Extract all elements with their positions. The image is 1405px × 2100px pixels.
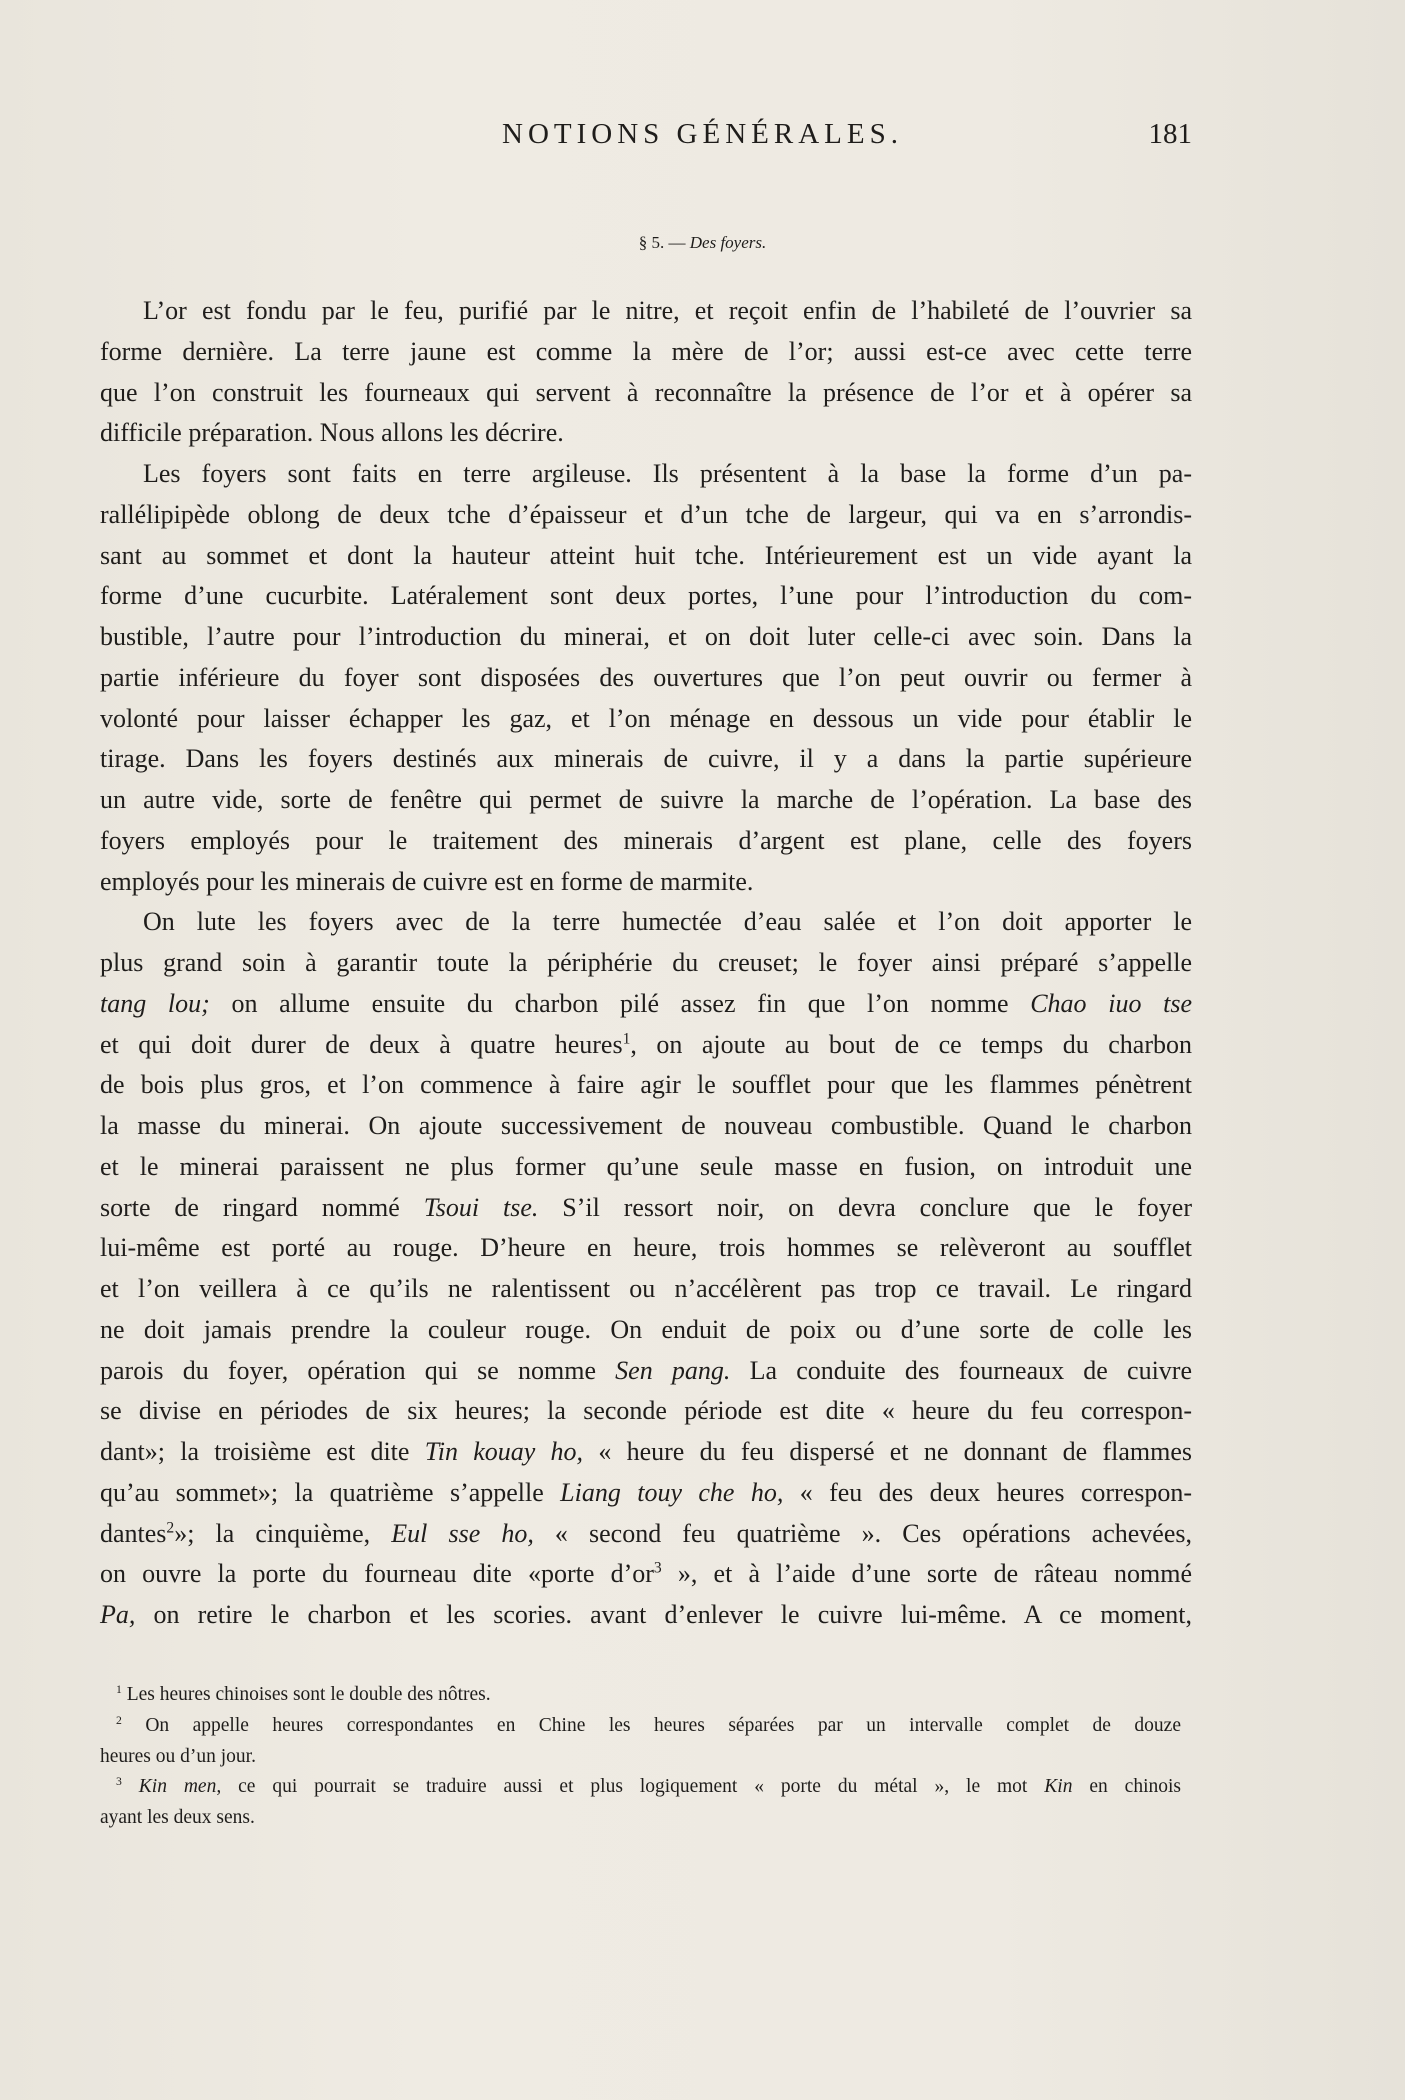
body-line xyxy=(100,658,1192,698)
text-run: un autre vide, sorte de fenêtre qui permet de suivre la marche de l’opération. La base des xyxy=(100,785,1192,814)
body-line xyxy=(100,1106,1192,1146)
text-run: dantes xyxy=(100,1518,167,1548)
body-line xyxy=(143,454,1192,494)
text-run: se divise en périodes de six heures; la seconde période est dite « heure du feu correspon- xyxy=(100,1396,1192,1426)
body-line xyxy=(100,699,1192,739)
text-run: on retire le charbon et les scories. avant d’enlever le cuivre lui-même. A ce moment, xyxy=(135,1600,1192,1629)
text-run: qu’au sommet»; la quatrième s’appelle xyxy=(100,1477,561,1507)
body-line xyxy=(100,332,1192,372)
body-line xyxy=(100,373,1192,413)
text-run: On lute les foyers avec de la terre humectée d’eau salée et l’on doit apporter le xyxy=(143,907,1192,937)
text-run: S’il ressort noir, on devra conclure que le foyer xyxy=(538,1192,1192,1222)
section-number: § 5. — xyxy=(638,233,686,252)
footnote-line xyxy=(116,1771,1181,1802)
text-run: forme dernière. La terre jaune est comme la mère de l’or; aussi est-ce avec cette terre xyxy=(100,336,1192,366)
text-run: L’or est fondu par le feu, purifié par le nitre, et reçoit enfin de l’habileté de l’ouvrier sa xyxy=(143,296,1192,325)
section-title: Des foyers. xyxy=(689,233,767,252)
footnote-line xyxy=(116,1710,1181,1741)
body-line xyxy=(100,413,1192,453)
italic-term: Pa, xyxy=(100,1600,136,1629)
section-heading xyxy=(0,233,1405,253)
italic-term: Kin men, xyxy=(138,1776,222,1798)
text-run: bustible, l’autre pour l’introduction du minerai, et on doit luter celle-ci avec soin. Dans la xyxy=(100,622,1192,651)
text-run: « heure du feu dispersé et ne donnant de flammes xyxy=(583,1437,1192,1466)
body-line xyxy=(100,1065,1192,1105)
italic-term: Sen pang. xyxy=(615,1355,731,1385)
text-run: et l’on veillera à ce qu’ils ne ralentissent ou n’accélèrent pas trop ce travail. Le ringard xyxy=(100,1274,1192,1303)
italic-term: Liang touy che ho, xyxy=(560,1477,784,1507)
body-line xyxy=(100,780,1192,820)
italic-term: Kin xyxy=(1044,1776,1073,1798)
footnote-line xyxy=(100,1741,1181,1772)
body-line xyxy=(100,1025,1192,1065)
text-run: »; la cinquième, xyxy=(174,1518,392,1548)
italic-term: Tin kouay ho, xyxy=(424,1437,584,1466)
text-run: et le minerai paraissent ne plus former qu’une seule masse en fusion, on introduit une xyxy=(100,1151,1192,1181)
footnote-line xyxy=(116,1679,1181,1710)
text-run: en chinois xyxy=(1072,1776,1182,1798)
text-run: forme d’une cucurbite. Latéralement sont deux portes, l’une pour l’introduction du com- xyxy=(100,581,1192,611)
text-run: dant»; la troisième est dite xyxy=(100,1437,425,1466)
italic-term: Eul sse ho, xyxy=(391,1518,534,1548)
text-run: tirage. Dans les foyers destinés aux minerais de cuivre, il y a dans la partie supérieure xyxy=(100,744,1192,774)
italic-term: Tsoui tse. xyxy=(423,1192,539,1222)
body-line xyxy=(100,1188,1192,1228)
text-run: , on ajoute au bout de ce temps du charbon xyxy=(630,1029,1192,1059)
text-run: sant au sommet et dont la hauteur atteint huit tche. Intérieurement est un vide ayant la xyxy=(100,540,1192,570)
text-run: volonté pour laisser échapper les gaz, et l’on ménage en dessous un vide pour établir le xyxy=(100,703,1192,733)
text-run: lui-même est porté au rouge. D’heure en heure, trois hommes se relèveront au soufflet xyxy=(100,1233,1192,1263)
footnote-marker: 1 xyxy=(622,1030,631,1048)
body-line xyxy=(100,495,1192,535)
italic-term: tang lou; xyxy=(100,988,210,1018)
text-run: parois du foyer, opération qui se nomme xyxy=(100,1355,616,1385)
footnote-line xyxy=(100,1802,1181,1833)
text-run: », et à l’aide d’une sorte de râteau nommé xyxy=(661,1559,1192,1589)
italic-term: Chao iuo tse xyxy=(1030,988,1193,1018)
body-line xyxy=(100,1147,1192,1187)
text-run: on ouvre la porte du fourneau dite «porte d’or xyxy=(100,1559,654,1589)
text-run: et qui doit durer de deux à quatre heures xyxy=(100,1029,623,1059)
body-line xyxy=(100,1432,1192,1472)
footnote-marker: 3 xyxy=(653,1559,662,1577)
body-line xyxy=(100,1473,1192,1513)
body-line xyxy=(143,902,1192,942)
text-run: ce qui pourrait se traduire aussi et plus logiquement « porte du métal », le mot xyxy=(221,1776,1045,1798)
text-run: foyers employés pour le traitement des minerais d’argent est plane, celle des foyers xyxy=(100,825,1192,855)
body-line xyxy=(100,576,1192,616)
body-line xyxy=(100,1514,1192,1554)
body-line xyxy=(100,1310,1192,1350)
text-run: Les heures chinoises sont le double des nôtres. xyxy=(121,1684,491,1705)
text-run: partie inférieure du foyer sont disposées des ouvertures que l’on peut ouvrir ou fermer à xyxy=(100,662,1192,692)
text-run: on allume ensuite du charbon pilé assez fin que l’on nomme xyxy=(209,988,1031,1018)
body-line xyxy=(100,536,1192,576)
text-run xyxy=(122,1776,139,1797)
text-run: ne doit jamais prendre la couleur rouge. On enduit de poix ou d’une sorte de colle les xyxy=(100,1314,1192,1344)
body-line xyxy=(100,1391,1192,1431)
body-line xyxy=(100,617,1192,657)
page-number: 181 xyxy=(1148,118,1192,150)
body-line xyxy=(100,1269,1192,1309)
footnote-marker: 2 xyxy=(166,1519,175,1537)
footnote-marker: 1 xyxy=(116,1682,122,1696)
body-line xyxy=(100,943,1192,983)
body-line xyxy=(100,984,1192,1024)
text-run: « second feu quatrième ». Ces opérations achevées, xyxy=(533,1518,1192,1548)
body-line xyxy=(100,821,1192,861)
body-line xyxy=(143,291,1192,331)
body-line xyxy=(100,1595,1192,1635)
footnote-marker: 2 xyxy=(116,1713,122,1727)
text-run: sorte de ringard nommé xyxy=(100,1192,424,1222)
body-line xyxy=(100,862,1192,902)
running-title: NOTIONS GÉNÉRALES. xyxy=(502,118,903,150)
text-run: On appelle heures correspondantes en Chine les heures séparées par un intervalle complet de douze xyxy=(121,1714,1181,1736)
text-run: la masse du minerai. On ajoute successivement de nouveau combustible. Quand le charbon xyxy=(100,1111,1192,1140)
text-run: ayant les deux sens. xyxy=(100,1807,255,1829)
text-run: « feu des deux heures correspon- xyxy=(783,1477,1192,1507)
text-run: que l’on construit les fourneaux qui servent à reconnaître la présence de l’or et à opérer sa xyxy=(100,377,1192,407)
text-run: de bois plus gros, et l’on commence à faire agir le soufflet pour que les flammes pénètrent xyxy=(100,1070,1192,1100)
text-run: plus grand soin à garantir toute la périphérie du creuset; le foyer ainsi préparé s’appelle xyxy=(100,948,1192,977)
text-run: La conduite des fourneaux de cuivre xyxy=(730,1355,1192,1385)
body-line xyxy=(100,1554,1192,1594)
text-run: difficile préparation. Nous allons les décrire. xyxy=(100,418,564,448)
body-line xyxy=(100,739,1192,779)
text-run: Les foyers sont faits en terre argileuse. Ils présentent à la base la forme d’un pa- xyxy=(143,459,1192,488)
body-line xyxy=(100,1228,1192,1268)
text-run: employés pour les minerais de cuivre est en forme de marmite. xyxy=(100,866,754,896)
text-run: rallélipipède oblong de deux tche d’épaisseur et d’un tche de largeur, qui va en s’arrondis- xyxy=(100,499,1192,529)
footnote-marker: 3 xyxy=(116,1775,122,1789)
text-run: heures ou d’un jour. xyxy=(100,1745,256,1767)
body-line xyxy=(100,1351,1192,1391)
